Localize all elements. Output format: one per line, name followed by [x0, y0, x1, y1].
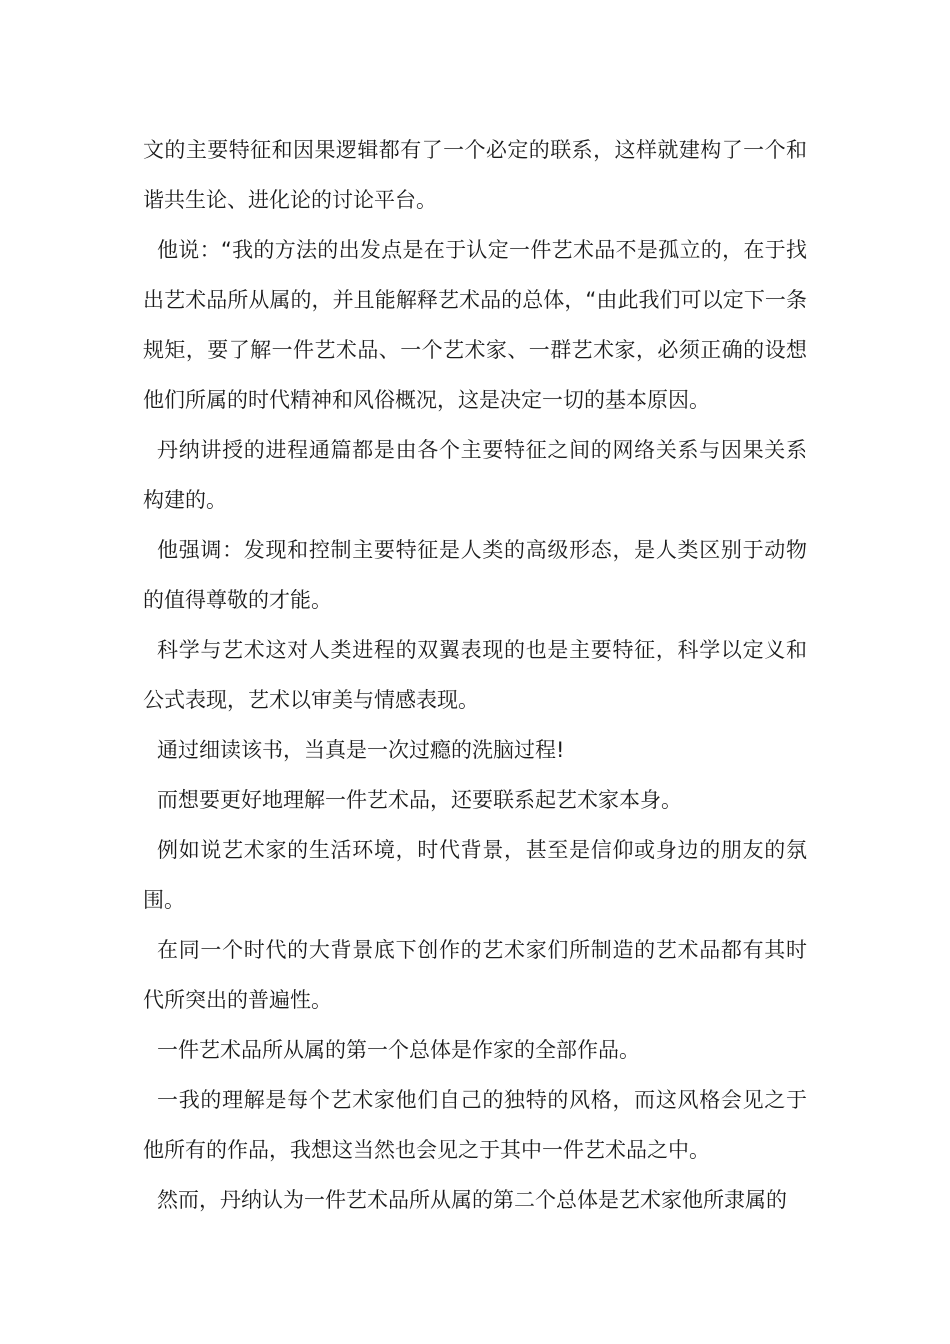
paragraph: 例如说艺术家的生活环境，时代背景，甚至是信仰或身边的朋友的氛围。	[143, 838, 807, 912]
paragraph: 丹纳讲授的进程通篇都是由各个主要特征之间的网络关系与因果关系构建的。	[143, 438, 807, 512]
paragraph: 而想要更好地理解一件艺术品，还要联系起艺术家本身。	[157, 788, 682, 812]
paragraph: 在同一个时代的大背景底下创作的艺术家们所制造的艺术品都有其时代所突出的普遍性。	[143, 938, 807, 1012]
paragraph: 一件艺术品所从属的第一个总体是作家的全部作品。	[157, 1038, 640, 1062]
document-body	[143, 125, 807, 1225]
paragraph: 通过细读该书，当真是一次过瘾的洗脑过程!	[157, 738, 565, 762]
paragraph: 他说：“我的方法的出发点是在于认定一件艺术品不是孤立的，在于找出艺术品所从属的，并且能解释艺术品的总体，“由此我们可以定下一条规矩，要了解一件艺术品、一个艺术家、一群艺术家，必须正确的设想他们所属的时代精神和风俗概况，这是决定一切的基本原因。	[143, 238, 807, 412]
paragraph: 一我的理解是每个艺术家他们自己的独特的风格，而这风格会见之于他所有的作品，我想这当然也会见之于其中一件艺术品之中。	[143, 1088, 807, 1162]
paragraph: 他强调：发现和控制主要特征是人类的高级形态，是人类区别于动物的值得尊敬的才能。	[143, 538, 807, 612]
paragraph: 科学与艺术这对人类进程的双翼表现的也是主要特征，科学以定义和公式表现，艺术以审美与情感表现。	[143, 638, 807, 712]
paragraph: 然而，丹纳认为一件艺术品所从属的第二个总体是艺术家他所隶属的	[157, 1188, 787, 1212]
paragraph: 文的主要特征和因果逻辑都有了一个必定的联系，这样就建构了一个和谐共生论、进化论的讨论平台。	[143, 138, 807, 212]
